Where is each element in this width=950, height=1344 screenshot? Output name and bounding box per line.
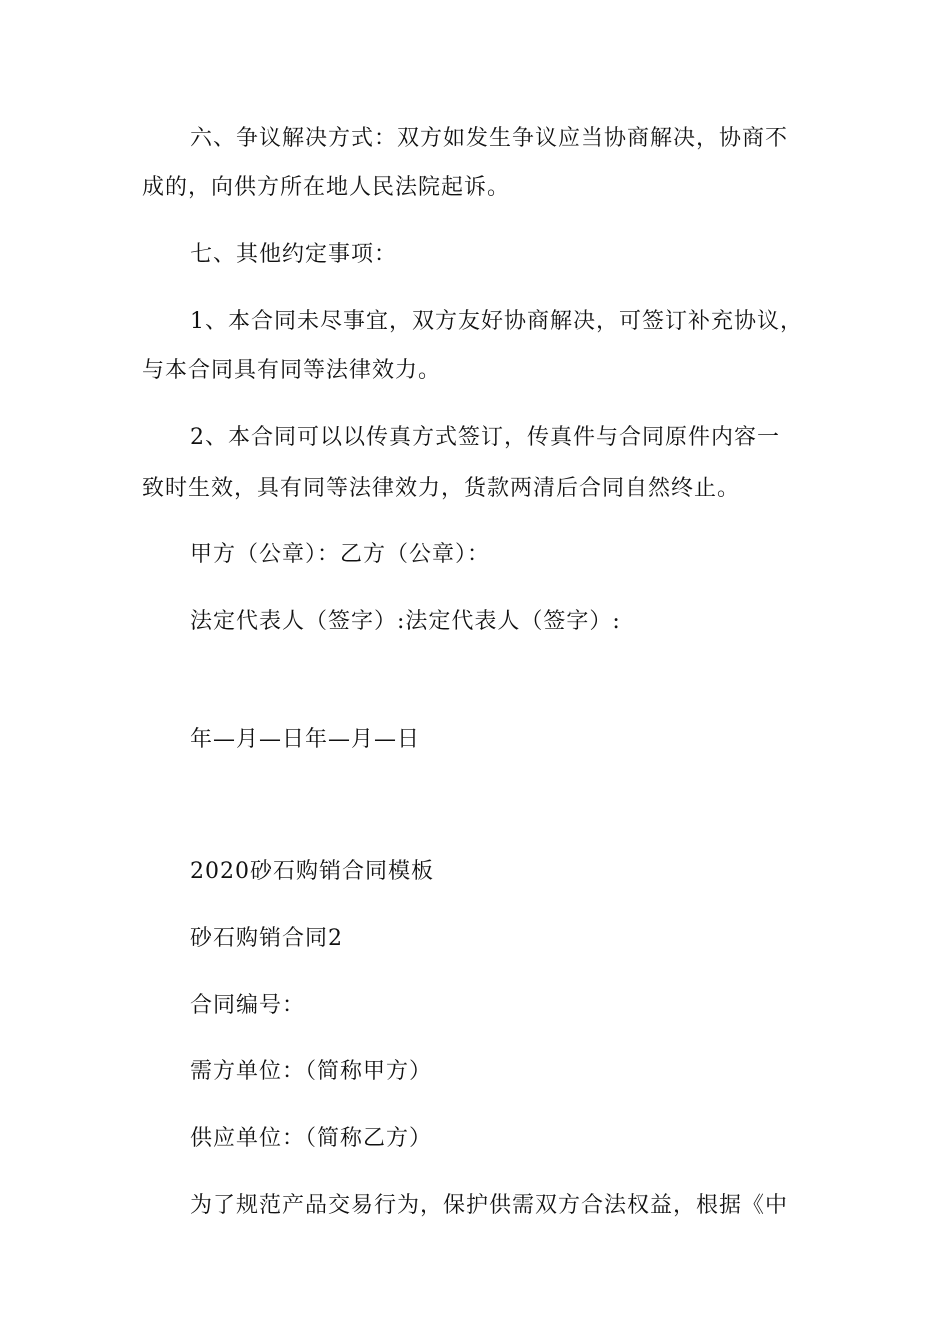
clause-7-1-line-1: 1、本合同未尽事宜，双方友好协商解决，可签订补充协议，: [190, 309, 803, 334]
representative-signature-line: 法定代表人（签字）:法定代表人（签字）:: [190, 609, 621, 634]
clause-7-2-line-2: 致时生效，具有同等法律效力，货款两清后合同自然终止。: [142, 476, 741, 501]
clause-6-line-1: 六、争议解决方式：双方如发生争议应当协商解决，协商不: [190, 126, 789, 151]
clause-7-heading: 七、其他约定事项：: [190, 242, 398, 267]
contract-number-label: 合同编号：: [190, 993, 306, 1018]
clause-7-1-line-2: 与本合同具有同等法律效力。: [142, 358, 442, 383]
party-seal-line: 甲方（公章）：乙方（公章）：: [190, 542, 491, 567]
clause-6-line-2: 成的，向供方所在地人民法院起诉。: [142, 175, 511, 200]
supplier-unit-label: 供应单位：（简称乙方）: [190, 1126, 433, 1151]
contract-title: 砂石购销合同2: [190, 926, 343, 951]
clause-7-2-line-1: 2、本合同可以以传真方式签订，传真件与合同原件内容一: [190, 425, 780, 450]
buyer-unit-label: 需方单位：（简称甲方）: [190, 1059, 433, 1084]
date-line: 年—月—日年—月—日: [190, 727, 421, 752]
preamble-line-1: 为了规范产品交易行为，保护供需双方合法权益，根据《中: [190, 1193, 789, 1218]
template-title: 2020砂石购销合同模板: [190, 859, 434, 884]
